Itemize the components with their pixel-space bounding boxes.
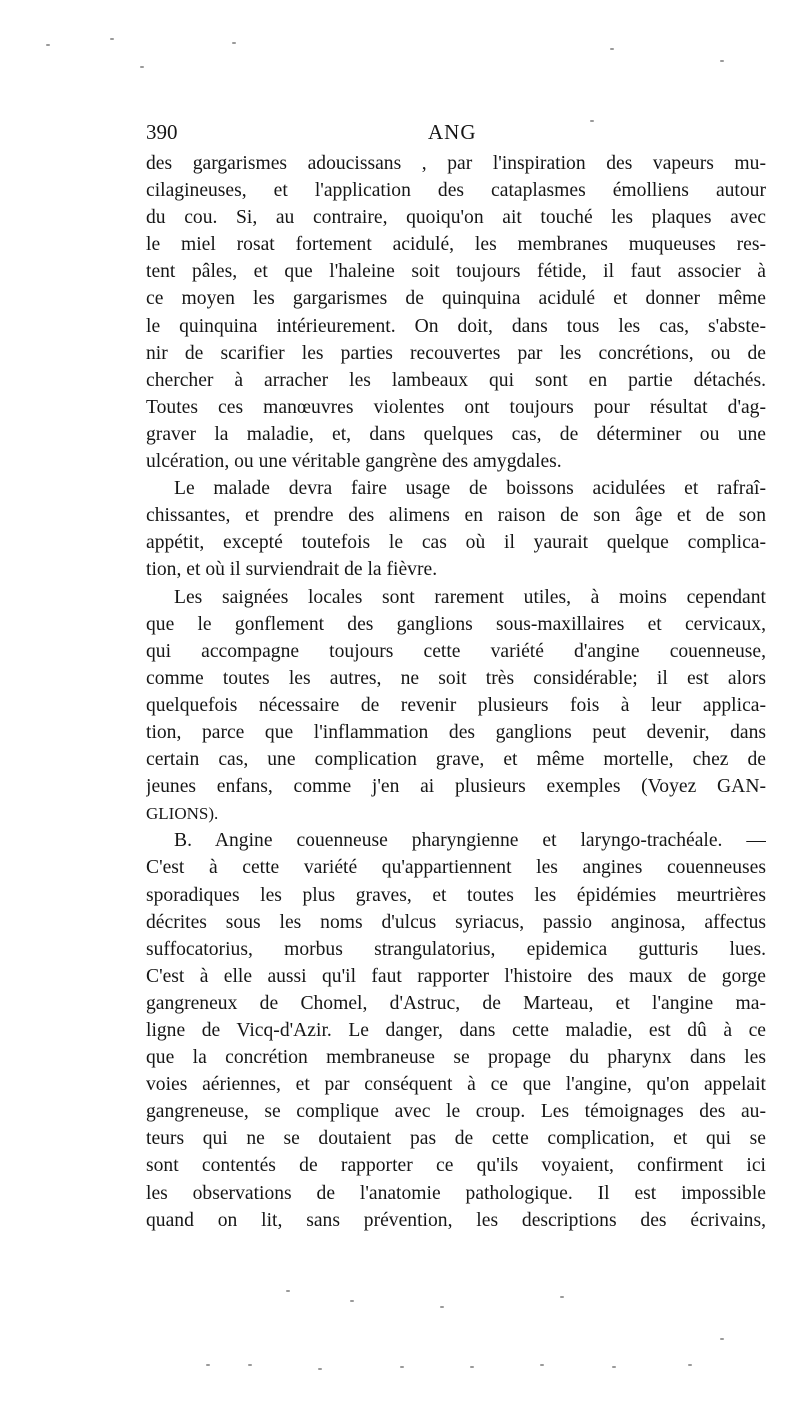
text-line: qui accompagne toujours cette variété d'angine couenneuse, [146, 640, 766, 662]
text-line: tion, parce que l'inflammation des ganglions peut devenir, dans [146, 721, 766, 743]
text-line: appétit, excepté toutefois le cas où il yaurait quelque complica- [146, 532, 766, 554]
text-line: sont contentés de rapporter ce qu'ils voyaient, confirment ici [146, 1155, 766, 1177]
text-line: C'est à cette variété qu'appartiennent les angines couenneuses [146, 857, 766, 879]
paragraph-start-line: Les saignées locales sont rarement utiles, à moins cependant [174, 586, 766, 608]
text-line: cilagineuses, et l'application des cataplasmes émolliens autour [146, 180, 766, 202]
text-line: quelquefois nécessaire de revenir plusieurs fois à leur applica- [146, 694, 766, 716]
text-line: suffocatorius, morbus strangulatorius, epidemica gutturis lues. [146, 938, 766, 960]
text-line: ligne de Vicq-d'Azir. Le danger, dans cette maladie, est dû à ce [146, 1020, 766, 1041]
text-line: GLIONS). [146, 804, 219, 824]
text-line: certain cas, une complication grave, et même mortelle, chez de [146, 749, 766, 771]
text-line: tent pâles, et que l'haleine soit toujours fétide, il faut associer à [146, 261, 766, 283]
page-number: 390 [146, 120, 178, 144]
text-line: le quinquina intérieurement. On doit, dans tous les cas, s'abste- [146, 315, 766, 337]
text-line: chissantes, et prendre des alimens en raison de son âge et de son [146, 505, 766, 527]
text-line: gangreneux de Chomel, d'Astruc, de Marteau, et l'angine ma- [146, 992, 766, 1014]
text-line: ulcération, ou une véritable gangrène des amygdales. [146, 451, 562, 473]
running-head: ANG [428, 120, 477, 144]
text-line: teurs qui ne se doutaient pas de cette complication, et qui se [146, 1128, 766, 1150]
text-line: du cou. Si, au contraire, quoiqu'on ait touché les plaques avec [146, 207, 766, 229]
text-line: comme toutes les autres, ne soit très considérable; il est alors [146, 667, 766, 689]
text-line: le miel rosat fortement acidulé, les membranes muqueuses res- [146, 234, 766, 256]
text-line: les observations de l'anatomie pathologique. Il est impossible [146, 1182, 766, 1204]
paragraph-start-line: Le malade devra faire usage de boissons acidulées et rafraî- [174, 478, 766, 500]
section-heading-line: B. Angine couenneuse pharyngienne et laryngo-trachéale. — [174, 830, 766, 852]
text-line: que la concrétion membraneuse se propage du pharynx dans les [146, 1047, 766, 1069]
text-line: voies aériennes, et par conséquent à ce que l'angine, qu'on appelait [146, 1074, 766, 1096]
text-line: tion, et où il surviendrait de la fièvre. [146, 559, 438, 581]
text-line: jeunes enfans, comme j'en ai plusieurs exemples (Voyez GAN- [146, 776, 766, 798]
text-line: décrites sous les noms d'ulcus syriacus, passio anginosa, affectus [146, 911, 766, 933]
text-line: ce moyen les gargarismes de quinquina acidulé et donner même [146, 288, 766, 310]
text-line: des gargarismes adoucissans , par l'inspiration des vapeurs mu- [146, 153, 766, 174]
text-line: que le gonflement des ganglions sous-maxillaires et cervicaux, [146, 613, 766, 635]
text-line: quand on lit, sans prévention, les descriptions des écrivains, [146, 1209, 766, 1231]
text-line: nir de scarifier les parties recouvertes par les concrétions, ou de [146, 342, 766, 364]
text-line: sporadiques les plus graves, et toutes les épidémies meurtrières [146, 884, 766, 906]
body-text [146, 150, 766, 1234]
text-line: graver la maladie, et, dans quelques cas, de déterminer ou une [146, 423, 766, 445]
text-line: C'est à elle aussi qu'il faut rapporter l'histoire des maux de gorge [146, 965, 766, 987]
text-line: gangreneuse, se complique avec le croup. Les témoignages des au- [146, 1101, 766, 1123]
page-header [146, 120, 766, 150]
text-line: Toutes ces manœuvres violentes ont toujours pour résultat d'ag- [146, 396, 766, 418]
text-line: chercher à arracher les lambeaux qui sont en partie détachés. [146, 369, 766, 391]
